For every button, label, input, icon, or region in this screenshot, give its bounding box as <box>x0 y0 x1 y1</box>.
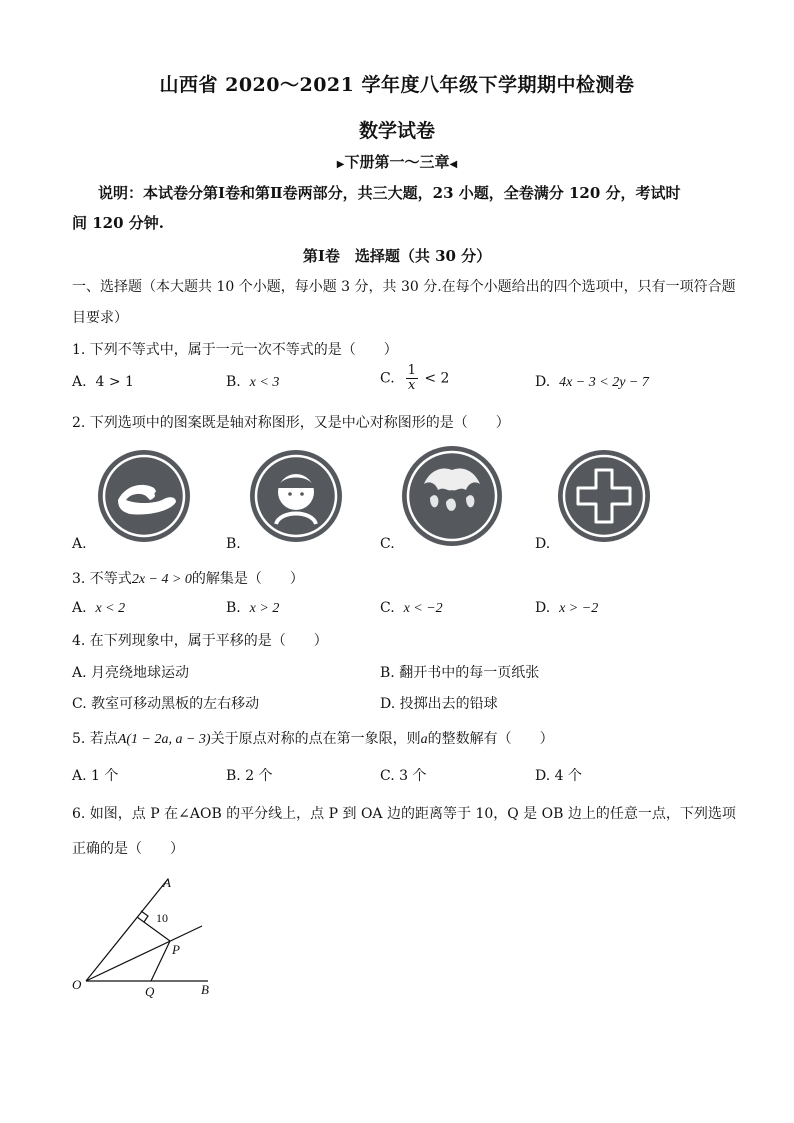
q4-option-d: D. 投掷出去的铅球 <box>380 696 498 712</box>
note-line-1: 说明：本试卷分第Ⅰ卷和第Ⅱ卷两部分，共三大题，23 小题，全卷满分 120 分，考试时 <box>98 184 681 202</box>
q2-label-c: C. <box>380 536 395 552</box>
section-title: 第Ⅰ卷 选择题（共 30 分） <box>302 247 492 265</box>
q1-stem: 1. 下列不等式中，属于一元一次不等式的是（ ） <box>72 342 398 358</box>
exam-subtitle: 数学试卷 <box>358 120 435 142</box>
q5-option-c: C. 3 个 <box>380 768 427 784</box>
emblem-cross-image <box>556 448 652 544</box>
option-text: x > −2 <box>559 601 599 616</box>
label-a: A <box>163 875 171 890</box>
q1-option-c <box>380 364 449 393</box>
scope-text: 下册第一～三章 <box>344 153 450 171</box>
q5-option-d: D. 4 个 <box>535 768 582 784</box>
option-label: A. <box>72 374 87 390</box>
inequality-expression: 2x − 4 > 0 <box>131 572 192 587</box>
q5-option-b: B. 2 个 <box>226 768 273 784</box>
exam-scope <box>0 151 794 172</box>
label-p: P <box>172 942 180 957</box>
q6-stem-line-1: 6. 如图，点 P 在∠AOB 的平分线上，点 P 到 OA 边的距离等于 10，Q 是 OB 边上的任意一点，下列选项 <box>72 806 736 822</box>
option-label: C. <box>380 370 395 387</box>
emblem-face-image <box>248 448 344 544</box>
option-label: B. <box>226 600 241 616</box>
option-label: A. <box>72 600 87 616</box>
option-label: B. <box>226 374 241 390</box>
option-label: D. <box>535 374 551 390</box>
q2-label-d: D. <box>535 536 551 552</box>
fraction-denominator: x <box>408 378 416 393</box>
q4-stem: 4. 在下列现象中，属于平移的是（ ） <box>72 633 328 649</box>
bisector-op <box>86 926 202 981</box>
emblem-hand-image <box>96 448 192 544</box>
q4-option-a: A. 月亮绕地球运动 <box>72 665 190 681</box>
label-o: O <box>72 977 82 992</box>
q3-option-a <box>72 600 125 617</box>
stem-text: 的解集是（ ） <box>191 571 304 587</box>
option-label: D. <box>535 600 551 616</box>
option-text: x < 3 <box>249 375 280 390</box>
option-label: C. <box>380 600 395 616</box>
exam-title: 山西省 2020～2021 学年度八年级下学期期中检测卷 <box>159 74 635 96</box>
point-expression: A(1 − 2a, a − 3) <box>117 732 211 747</box>
fraction <box>406 364 418 393</box>
label-distance: 10 <box>156 911 168 925</box>
section-instruction-2: 目要求） <box>72 310 128 326</box>
stem-text: 的整数解有（ ） <box>427 731 554 747</box>
q3-option-c <box>380 600 443 617</box>
option-text: 4x − 3 < 2y − 7 <box>559 375 649 390</box>
stem-text: 3. 不等式 <box>72 571 132 587</box>
q5-option-a: A. 1 个 <box>72 768 119 784</box>
q1-option-a <box>72 374 134 390</box>
section-instruction-1: 一、选择题（本大题共 10 个小题，每小题 3 分，共 30 分.在每个小题给出的四个选项中，只有一项符合题 <box>72 279 736 295</box>
q2-stem: 2. 下列选项中的图案既是轴对称图形，又是中心对称图形的是（ ） <box>72 415 510 431</box>
q3-stem <box>72 568 304 588</box>
fraction-numerator: 1 <box>407 363 416 378</box>
q4-option-b: B. 翻开书中的每一页纸张 <box>380 665 540 681</box>
q1-option-d <box>535 374 649 391</box>
angle-bisector-diagram <box>66 870 226 1000</box>
q2-label-b: B. <box>226 536 241 552</box>
q3-option-b <box>226 600 279 617</box>
q4-option-c: C. 教室可移动黑板的左右移动 <box>72 696 260 712</box>
note-line-2: 间 120 分钟. <box>72 214 164 232</box>
label-b: B <box>201 982 209 997</box>
option-text: x < 2 <box>95 601 126 616</box>
option-text: x > 2 <box>249 601 280 616</box>
triangle-left-icon: ◀ <box>449 159 458 170</box>
option-text: < 2 <box>424 370 450 387</box>
segment-pq <box>151 941 170 981</box>
q6-stem-line-2: 正确的是（ ） <box>72 841 184 857</box>
triangle-right-icon: ▶ <box>336 159 345 170</box>
label-q: Q <box>145 984 155 999</box>
variable: a <box>420 732 428 747</box>
q5-stem <box>72 728 554 748</box>
option-text: x < −2 <box>403 601 443 616</box>
exam-note <box>72 178 732 238</box>
emblem-figures-image <box>400 444 504 548</box>
q1-option-b <box>226 374 279 391</box>
stem-text: 关于原点对称的点在第一象限，则 <box>210 731 421 747</box>
option-text: 4 > 1 <box>95 374 134 390</box>
q3-option-d <box>535 600 598 617</box>
stem-text: 5. 若点 <box>72 731 118 747</box>
q2-label-a: A. <box>72 536 87 552</box>
